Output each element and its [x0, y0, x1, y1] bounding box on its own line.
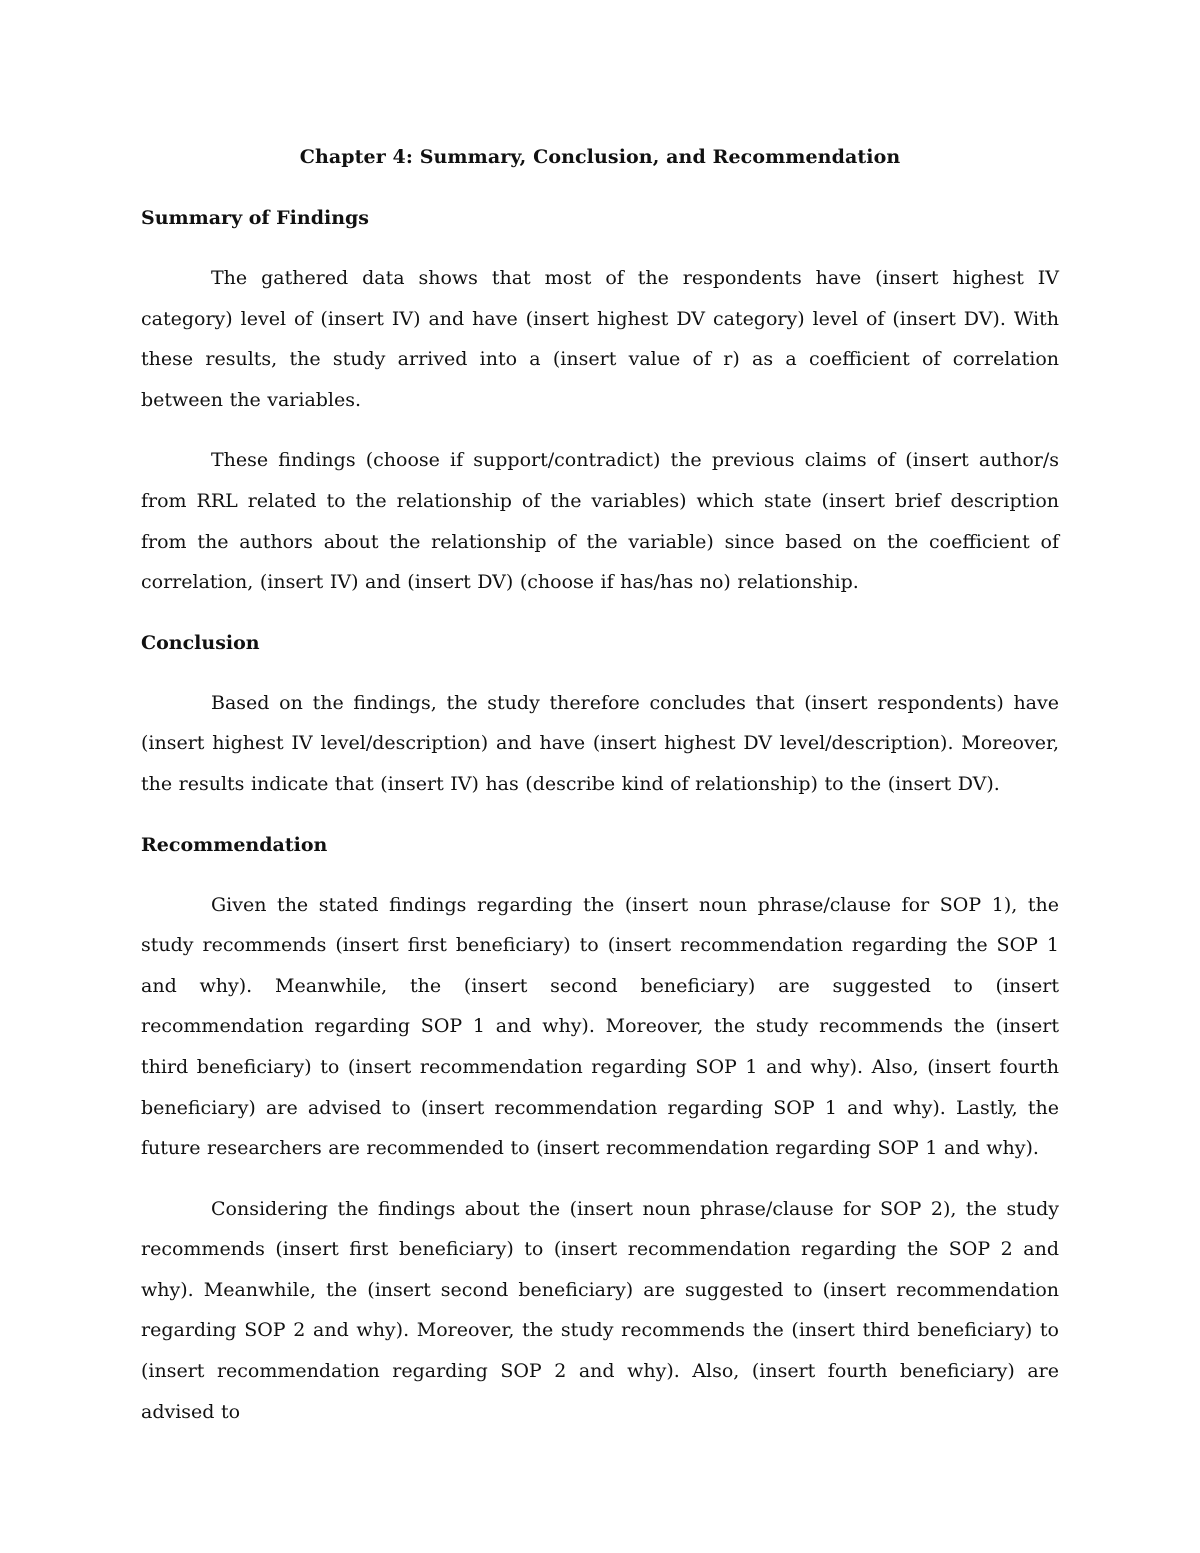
- conclusion-paragraph-1: Based on the findings, the study therefore concludes that (insert respondents) have (insert highest IV level/description) and have (insert highest DV level/description). Moreover, the results indicate that (insert IV) has (describe kind of relationship) to the (insert DV).: [141, 691, 1059, 795]
- summary-heading: Summary of Findings: [141, 207, 369, 229]
- summary-paragraph-1: The gathered data shows that most of the respondents have (insert highest IV category) level of (insert IV) and have (insert highest DV category) level of (insert DV). With these results, the study arrived into a (insert value of r) as a coefficient of correlation between the variables.: [141, 267, 1059, 411]
- document-page: [141, 138, 1059, 1432]
- recommendation-paragraph-2: Considering the findings about the (insert noun phrase/clause for SOP 2), the study recommends (insert first beneficiary) to (insert recommendation regarding the SOP 2 and why). Meanwhile, the (insert second beneficiary) are suggested to (insert recommendation regarding SOP 2 and why). Moreover, the study recommends the (insert third beneficiary) to (insert recommendation regarding SOP 2 and why). Also, (insert fourth beneficiary) are advised to: [141, 1197, 1059, 1423]
- summary-paragraph-2: These findings (choose if support/contradict) the previous claims of (insert author/s from RRL related to the relationship of the variables) which state (insert brief description from the authors about the relationship of the variable) since based on the coefficient of correlation, (insert IV) and (insert DV) (choose if has/has no) relationship.: [141, 449, 1059, 594]
- chapter-title: Chapter 4: Summary, Conclusion, and Recommendation: [299, 146, 901, 168]
- conclusion-heading: Conclusion: [141, 631, 260, 654]
- recommendation-paragraph-1: Given the stated findings regarding the (insert noun phrase/clause for SOP 1), the study recommends (insert first beneficiary) to (insert recommendation regarding the SOP 1 and why). Meanwhile, the (insert second beneficiary) are suggested to (insert recommendation regarding SOP 1 and why). Moreover, the study recommends the (insert third beneficiary) to (insert recommendation regarding SOP 1 and why). Also, (insert fourth beneficiary) are advised to (insert recommendation regarding SOP 1 and why). Lastly, the future researchers are recommended to (insert recommendation regarding SOP 1 and why).: [141, 893, 1059, 1160]
- recommendation-heading: Recommendation: [141, 833, 328, 856]
